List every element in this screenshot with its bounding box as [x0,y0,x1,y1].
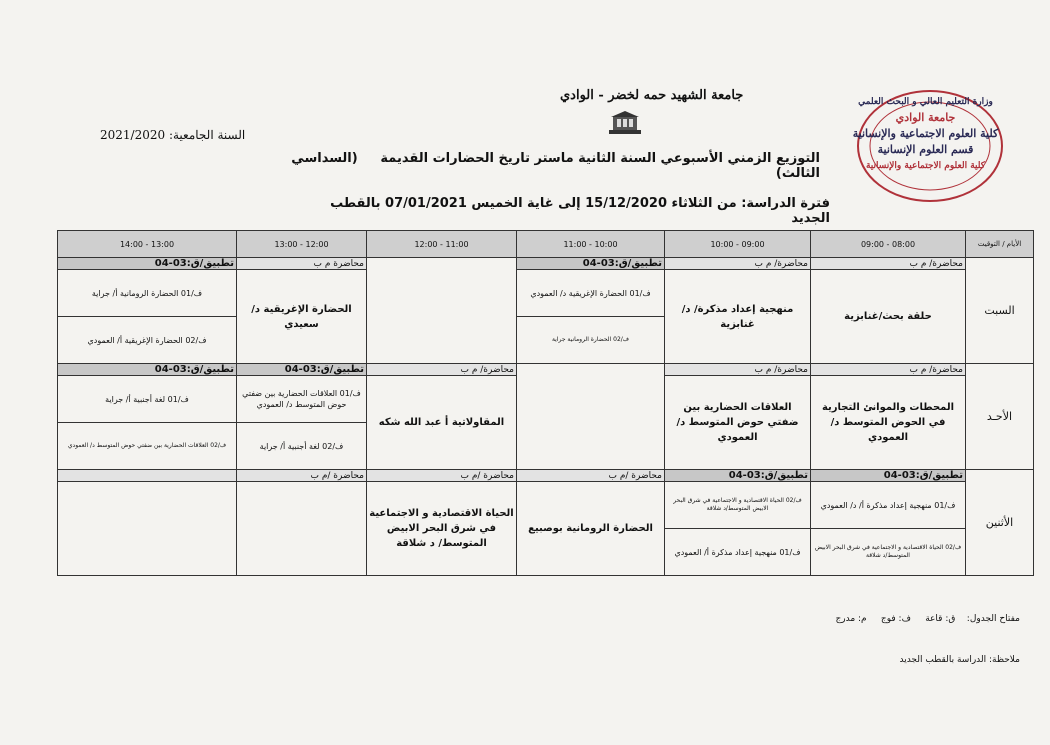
stamp-line-3: كلية العلوم الاجتماعية والإنسانية [852,127,999,140]
university-name: جامعة الشهيد حمه لخضر - الوادي [560,88,744,103]
stamp-line-1: وزارة التعليم العالي و البحث العلمي [858,97,993,107]
time-header: 11:00 - 12:00 [367,231,517,258]
time-header: 10:00 - 11:00 [517,231,665,258]
group-cell: ف/02 العلاقات الحضارية بين ضفتي حوض المتوسط د/ العمودي [58,423,237,470]
group-cell: ف/01 لغة أجنبية أ/ جراية [58,376,237,423]
group-cell: ف/02 الحياة الاقتصادية و الاجتماعية في شرق البحر الابيض المتوسط/د شلاقة [665,482,811,529]
session-type: محاضرة/ م ب [665,364,811,376]
empty-cell [58,482,237,576]
course-cell: حلقة بحث/غنابزية [811,270,966,364]
course-cell: الحضارة الإغريقية د/ سعيدي [237,270,367,364]
session-type: تطبيق/ق:03-04 [517,258,665,270]
group-cell: ف/01 منهجية إعداد مذكرة أ/ العمودي [665,529,811,576]
course-cell: العلاقات الحضارية بين ضفتي حوض المتوسط د/ العمودي [665,376,811,470]
session-type: محاضرة/ م ب [811,364,966,376]
session-type: محاضرة /م ب [517,470,665,482]
time-header: 13:00 - 14:00 [58,231,237,258]
session-type: تطبيق/ق:03-04 [237,364,367,376]
session-type: محاضرة /م ب [367,470,517,482]
day-sunday: الأحـد [966,364,1034,470]
group-cell: ف/01 منهجية إعداد مذكرة أ/ د/ العمودي [811,482,966,529]
day-monday: الأثنين [966,470,1034,576]
official-stamp [838,88,1013,208]
time-header: 12:00 - 13:00 [237,231,367,258]
empty-cell [517,364,665,470]
empty-cell [58,470,237,482]
session-type: محاضرة/ م ب [665,258,811,270]
page-title [250,151,820,181]
course-cell: المقاولاتية أ عبد الله شكه [367,376,517,470]
timetable [57,230,1034,576]
group-cell: ف/02 الحضارة الرومانية جراية [517,317,665,364]
course-cell: الحياة الاقتصادية و الاجتماعية في شرق البحر الابيض المتوسط/ د شلاقة [367,482,517,576]
legend-group: ف: فوج [880,614,911,624]
session-type: تطبيق/ق:03-04 [58,364,237,376]
group-cell: ف/02 لغة أجنبية أ/ جراية [237,423,367,470]
academic-year: السنة الجامعية: 2021/2020 [100,128,246,142]
session-type: محاضرة /م ب [237,470,367,482]
session-type: محاضرة/ م ب [367,364,517,376]
course-cell: الحضارة الرومانية بوصبيع [517,482,665,576]
schedule-title: التوزيع الزمني الأسبوعي السنة الثانية ماستر تاريخ الحضارات القديمة [380,151,820,166]
group-cell: ف/02 الحضارة الإغريقية أ/ العمودي [58,317,237,364]
course-cell: المحطات والموانئ التجارية في الحوض المتوسط د/ العمودي [811,376,966,470]
day-saturday: السبت [966,258,1034,364]
legend-hall: م: مدرج [835,614,867,624]
session-type: تطبيق/ق:03-04 [811,470,966,482]
time-header: 08:00 - 09:00 [811,231,966,258]
group-cell: ف/01 العلاقات الحضارية بين ضفتي حوض المتوسط د/ العمودي [237,376,367,423]
course-cell: منهجية إعداد مذكرة/ د/ غنابزية [665,270,811,364]
note: ملاحظة: الدراسة بالقطب الجديد [899,655,1020,665]
stamp-line-5: كلية العلوم الاجتماعية والإنسانية [865,161,986,171]
table-legend [620,614,1020,624]
group-cell: ف/02 الحياة الاقتصادية و الاجتماعية في شرق البحر الابيض المتوسط/د شلاقة [811,529,966,576]
legend-room: ق: قاعة [925,614,956,624]
session-type: تطبيق/ق:03-04 [58,258,237,270]
session-type: محاضرة/ م ب [811,258,966,270]
study-period: فترة الدراسة: من الثلاثاء 15/12/2020 إلى غاية الخميس 07/01/2021 بالقطب الجديد [330,196,830,226]
semester-label: (السداسي الثالث) [291,151,820,181]
stamp-line-2: جامعة الوادي [895,111,956,124]
time-header: 09:00 - 10:00 [665,231,811,258]
session-type: تطبيق/ق:03-04 [665,470,811,482]
stamp-line-4: قسم العلوم الإنسانية [877,143,974,156]
legend-label: مفتاح الجدول: [966,614,1020,624]
empty-cell [237,482,367,576]
corner-header: الأيام / التوقيت [966,231,1034,258]
university-logo-icon [605,110,645,136]
group-cell: ف/01 الحضارة الرومانية أ/ جراية [58,270,237,317]
group-cell: ف/01 الحضارة الإغريقية د/ العمودي [517,270,665,317]
empty-cell [367,258,517,364]
session-type: محاضرة م ب [237,258,367,270]
